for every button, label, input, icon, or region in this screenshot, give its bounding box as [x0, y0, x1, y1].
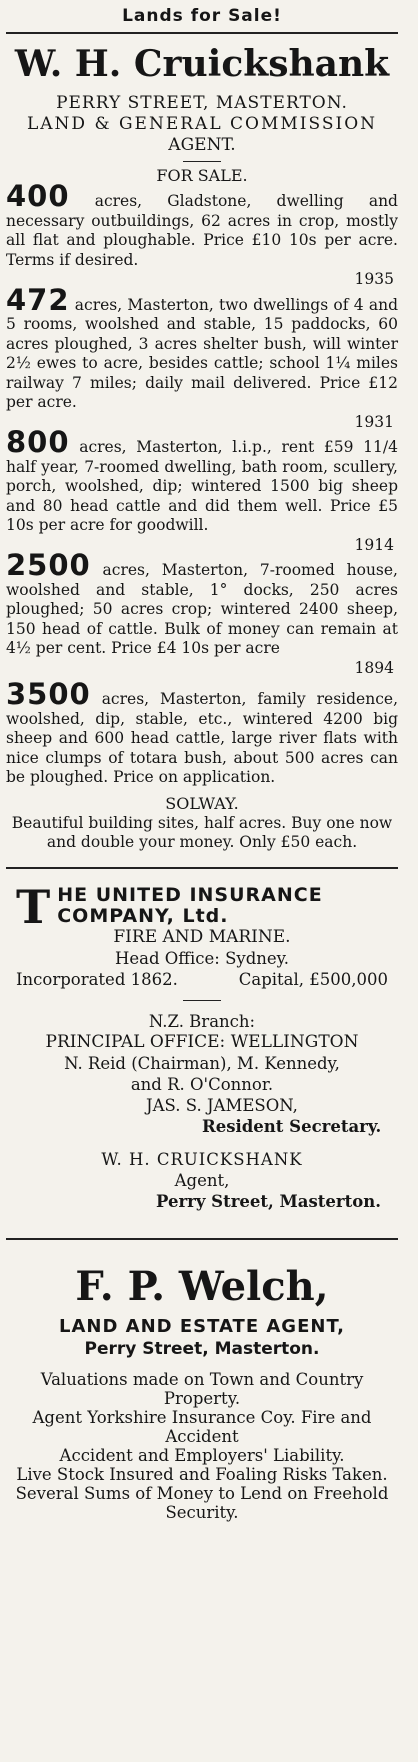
advertiser-address: Perry Street, Masterton.: [84, 1338, 320, 1359]
service-line: Valuations made on Town and Country Property.: [40, 1369, 364, 1408]
listing: [6, 548, 398, 678]
listing-ref: 1894: [354, 658, 394, 677]
capital: Capital, £500,000: [238, 969, 388, 989]
advertiser-address: PERRY STREET, MASTERTON.: [56, 93, 348, 113]
listing-text: acres, Masterton, two dwellings of 4 and 5 rooms, woolshed and stable, 15 paddocks, 60 acres ploughed, 3 acres shelter bush, will winter 2½ ewes to acre, besides cattle; school 1¼ miles railway 7 miles; daily mail delivered. Price £12 per acre.: [6, 295, 398, 411]
advertiser-role-cont: AGENT.: [168, 135, 236, 155]
secretary-name: JAS. S. JAMESON,: [146, 1095, 298, 1115]
listing: [6, 677, 398, 788]
listing: [6, 179, 398, 290]
incorporation-row: [6, 969, 398, 990]
service-line: Agent Yorkshire Insurance Coy. Fire and Accident: [32, 1407, 372, 1446]
advertiser-name: W. H. Cruickshank: [14, 43, 390, 85]
listing: [6, 425, 398, 555]
listing-text: acres, Gladstone, dwelling and necessary outbuildings, 62 acres in crop, mostly all flat and ploughable. Price £10 10s per acre. Terms if desired.: [6, 192, 398, 269]
drop-cap: T: [16, 879, 52, 934]
listing: [6, 282, 398, 433]
listing-number: 472: [6, 282, 70, 317]
nz-branch: N.Z. Branch:: [148, 1011, 256, 1031]
welch-advert: [6, 1240, 398, 1522]
company-name-line: HE UNITED INSURANCE: [57, 883, 323, 906]
service-line: Accident and Employers' Liability.: [59, 1445, 345, 1465]
solway-heading: SOLWAY.: [165, 793, 239, 813]
listing-number: 400: [6, 179, 70, 213]
service-line: Live Stock Insured and Foaling Risks Taken.: [16, 1464, 388, 1484]
short-divider: [183, 161, 221, 162]
principal-office: PRINCIPAL OFFICE: WELLINGTON: [45, 1031, 359, 1052]
cruickshank-advert: [6, 34, 398, 853]
secretary-title: Resident Secretary.: [202, 1116, 382, 1136]
short-divider: [183, 1000, 221, 1001]
listing-number: 800: [6, 425, 70, 459]
directors: N. Reid (Chairman), M. Kennedy,: [64, 1053, 340, 1073]
listing-text: acres, Masterton, family residence, woolshed, dip, stable, etc., wintered 4200 big sheep and 600 head cattle, large river flats with nice clumps of totara bush, about 500 acres can be ploughed. Price on application.: [6, 690, 398, 786]
advertiser-name: F. P. Welch,: [75, 1262, 329, 1310]
incorporated: Incorporated 1862.: [16, 969, 178, 989]
listing-ref: 1914: [354, 535, 394, 554]
service-line: Several Sums of Money to Lend on Freehold Security.: [15, 1483, 389, 1522]
listing-ref: 1931: [354, 412, 394, 431]
listing-text: acres, Masterton, l.i.p., rent £59 11/4 half year, 7-roomed dwelling, bath room, scullery, porch, woolshed, dip; wintered 1500 big sheep and 80 head cattle and did them well. Price £5 10s per acre for goodwill.: [6, 438, 398, 534]
company-name-line: COMPANY, Ltd.: [57, 904, 229, 927]
company-name: [6, 879, 398, 934]
solway-text: Beautiful building sites, half acres. Buy one now and double your money. Only £50 each.: [11, 813, 393, 851]
for-sale-heading: FOR SALE.: [156, 166, 248, 185]
section-title: Lands for Sale!: [122, 6, 282, 26]
newspaper-column: [6, 0, 398, 1522]
listing-text: acres, Masterton, 7-roomed house, woolshed and stable, 1° docks, 250 acres ploughed; 50 acres crop; wintered 2400 sheep, 150 head of cattle. Bulk of money can remain at 4½ per cent. Price £4 10s per acre: [6, 561, 398, 657]
agent-label: Agent,: [174, 1170, 230, 1190]
listing-ref: 1935: [354, 270, 394, 288]
head-office: Head Office: Sydney.: [114, 948, 290, 968]
fire-marine: FIRE AND MARINE.: [113, 926, 291, 947]
listing-number: 2500: [6, 548, 91, 582]
advertiser-role: LAND & GENERAL COMMISSION: [26, 114, 378, 134]
insurance-advert: [6, 869, 398, 1212]
agent-name: W. H. CRUICKSHANK: [101, 1149, 303, 1169]
agent-address: Perry Street, Masterton.: [156, 1191, 381, 1211]
advertiser-role: LAND AND ESTATE AGENT,: [58, 1315, 345, 1337]
directors-cont: and R. O'Connor.: [130, 1074, 274, 1094]
listing-number: 3500: [6, 677, 91, 711]
